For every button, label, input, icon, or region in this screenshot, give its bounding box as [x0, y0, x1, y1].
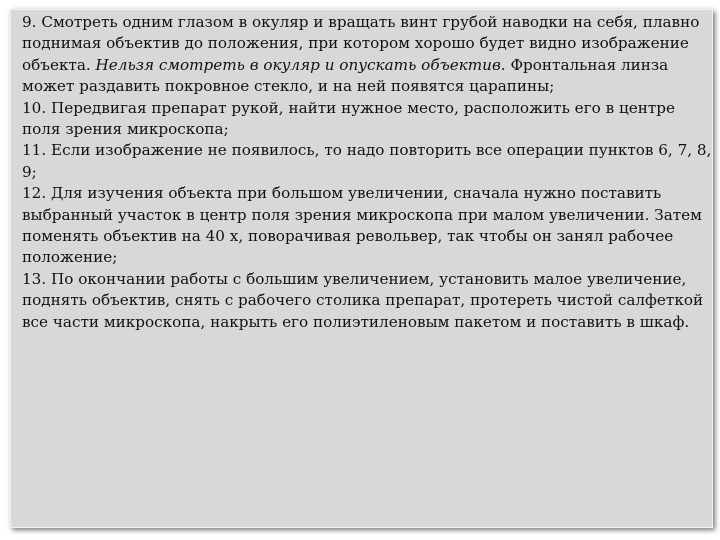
instructions-text [22, 12, 718, 333]
text-line: поля зрения микроскопа; [22, 120, 229, 139]
text-line: 12. Для изучения объекта при большом увеличении, сначала нужно поставить [22, 184, 662, 203]
text-line: может раздавить покровное стекло, и на ней появятся царапины; [22, 77, 555, 96]
warning-text: Нельзя смотреть в окуляр и опускать объектив. [95, 55, 506, 74]
text-line: 9. Смотреть одним глазом в окуляр и вращать винт грубой наводки на себя, плавно [22, 13, 700, 31]
text-line: выбранный участок в центр поля зрения микроскопа при малом увеличении. Затем [22, 205, 702, 224]
text-line: поднять объектив, снять с рабочего столика препарат, протереть чистой салфеткой [22, 291, 704, 310]
text-line: 9; [22, 162, 37, 181]
text-fragment: Фронтальная линза [505, 55, 669, 74]
text-line [22, 55, 718, 76]
text-fragment: объекта. [22, 55, 96, 74]
text-line: все части микроскопа, накрыть его полиэтиленовым пакетом и поставить в шкаф. [22, 312, 690, 331]
text-line: 13. По окончании работы с большим увеличением, установить малое увеличение, [22, 269, 687, 288]
text-line: 10. Передвигая препарат рукой, найти нужное место, расположить его в центре [22, 98, 675, 117]
text-line: поднимая объектив до положения, при котором хорошо будет видно изображение [22, 34, 689, 53]
text-line: поменять объектив на 40 х, поворачивая револьвер, так чтобы он занял рабочее [22, 227, 674, 246]
text-line: положение; [22, 248, 118, 267]
text-line: 11. Если изображение не появилось, то надо повторить все операции пунктов 6, 7, 8, [22, 141, 712, 160]
